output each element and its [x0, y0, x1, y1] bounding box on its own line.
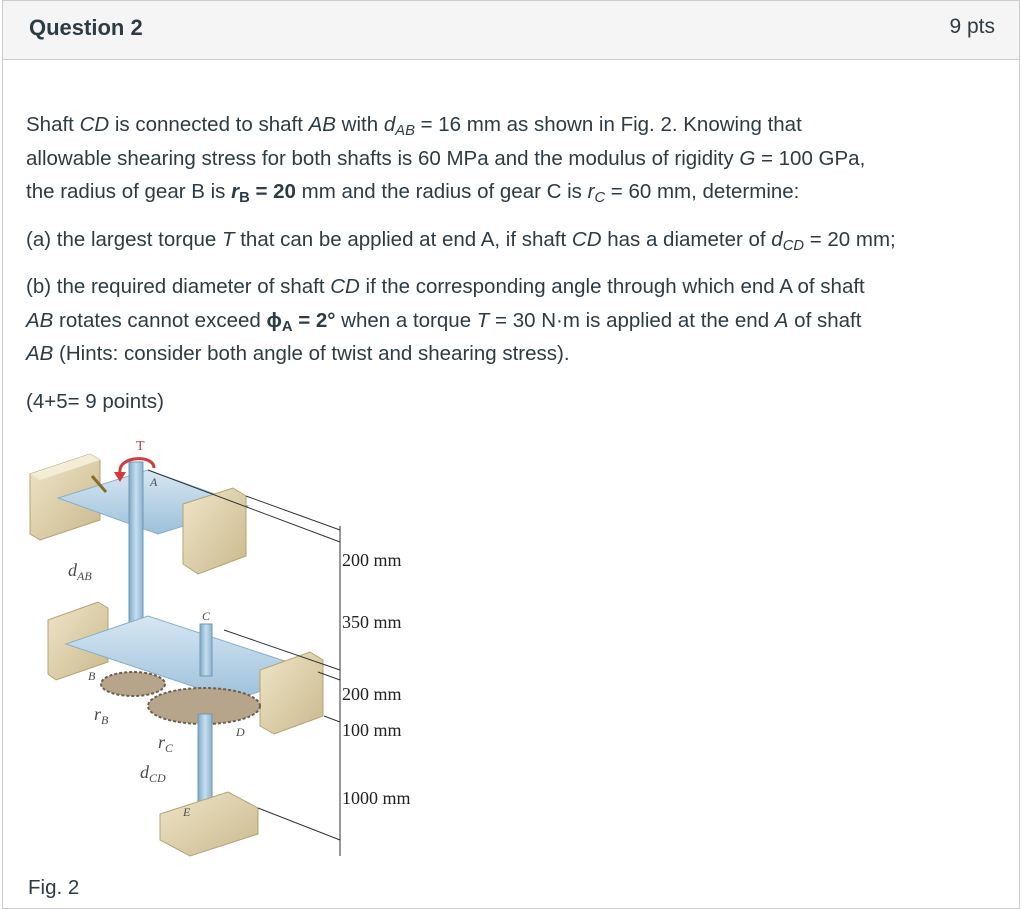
- label-t: T: [136, 439, 145, 454]
- figure-2: [28, 436, 438, 866]
- question-header: [3, 1, 1019, 60]
- label-dcd: $d_{CD}$: [140, 762, 166, 785]
- shaft-gear-diagram: [28, 436, 438, 866]
- problem-statement: Shaft CD is connected to shaft AB with $d_{AB} = 16$ mm as shown in Fig. 2. Knowing that allowable shearing stress for both shafts is 60 MPa and the modulus of rigidity G = 100 GPa, the radius of gear B is $r_B = 20$ mm and the radius of gear C is $r_C = 60$ mm, determine:: [26, 113, 866, 206]
- label-a: A: [150, 475, 158, 489]
- dim-1000mm: 1000 mm: [342, 788, 411, 808]
- shaft-cd-stub: [200, 624, 212, 676]
- question-points: 9 pts: [949, 15, 995, 38]
- points-breakdown: (4+5= 9 points): [26, 389, 164, 413]
- question-text: [26, 108, 1006, 432]
- part-a: (a) the largest torque T that can be applied at end A, if shaft CD has a diameter of $d_{CD} = 20$ mm;: [26, 227, 896, 254]
- dim-350mm: 350 mm: [342, 612, 402, 632]
- label-b: B: [88, 669, 96, 683]
- label-dab: $d_{AB}$: [68, 560, 92, 583]
- dim-200mm-top: 200 mm: [342, 550, 402, 570]
- label-rc: $r_C$: [158, 732, 174, 755]
- figure-caption: Fig. 2: [28, 876, 80, 899]
- question-title: Question 2: [29, 15, 143, 40]
- label-d: D: [236, 725, 245, 739]
- dim-200mm-mid: 200 mm: [342, 684, 402, 704]
- support-block-e: [160, 792, 258, 856]
- label-e: E: [183, 805, 191, 819]
- wall-upper-right: [183, 488, 246, 574]
- part-b: (b) the required diameter of shaft CD if the corresponding angle through which end A of shaft AB rotates cannot exceed $\phi_A = 2^\circ$ when a torque T = 30 N·m is applied at the end A of shaft AB (Hints: consider both angle of twist and shearing stress).: [26, 275, 865, 365]
- dim-100mm: 100 mm: [342, 720, 402, 740]
- label-c: C: [202, 609, 211, 623]
- label-rb: $r_B$: [94, 704, 109, 727]
- gear-b: [101, 672, 165, 696]
